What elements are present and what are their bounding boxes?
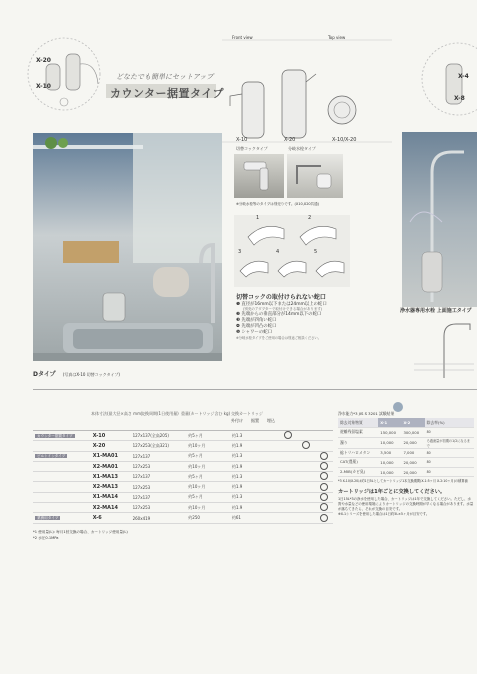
- ref-cell: 10,000: [378, 467, 401, 477]
- spec-table: [33, 431, 333, 524]
- spec-weight: 約1.3: [230, 451, 279, 461]
- label-x20: X-20: [36, 57, 51, 64]
- spec-size: 127x253: [131, 461, 187, 471]
- spec-category: 業務用タイプ: [37, 516, 59, 521]
- ref-table-row: [338, 467, 474, 477]
- ref-table-row: [338, 427, 474, 437]
- spec-mount-cell: [279, 503, 297, 513]
- spec-footnote-2: *2 水圧0.1MPa: [33, 535, 59, 540]
- spec-mount-cell: [297, 451, 315, 461]
- label-x10: X-10: [36, 83, 51, 90]
- spec-period: 約10ヶ月: [186, 461, 230, 471]
- spec-size: 127x137: [131, 492, 187, 502]
- ref-head-2: X-2: [401, 418, 424, 427]
- spec-mount-cell: [279, 482, 297, 492]
- spec-period: 約250: [186, 513, 230, 523]
- spec-table-row: [33, 461, 333, 471]
- spec-mount-cell: [315, 482, 333, 492]
- technical-drawings: [222, 34, 392, 146]
- spec-model: X2-MA13: [91, 482, 131, 492]
- ref-table-row: [338, 448, 474, 458]
- right-faucet-drawing: [414, 318, 474, 380]
- spec-weight: 約1.3: [230, 492, 279, 502]
- right-column-caption: 浄水器専用水栓 上面施工タイプ: [400, 308, 472, 314]
- available-mark-icon: [320, 452, 328, 460]
- drawing-model-1: X-10: [236, 137, 248, 143]
- spec-subheader-1: 外付け: [231, 417, 243, 423]
- ref-table-area: [338, 412, 474, 517]
- faucet-type-photo: [287, 154, 343, 198]
- spec-period: 約5ヶ月: [186, 492, 230, 502]
- spec-table-row: [33, 492, 333, 502]
- spec-mount-cell: [297, 431, 315, 441]
- spec-header-weight: 重量(カートリッジ含む kg): [181, 411, 231, 416]
- spec-category-cell: [33, 451, 91, 461]
- spec-mount-cell: [315, 513, 333, 523]
- spec-mount-cell: [279, 431, 297, 441]
- cartridge-callout: カートリッジは1年ごとに交換してください。: [338, 489, 446, 495]
- top-view-label: Top view: [328, 35, 346, 40]
- spec-model: X1-MA01: [91, 451, 131, 461]
- steps-item-2: ❷ 先端からの垂直部分が14mm以下の蛇口: [236, 312, 322, 318]
- available-mark-icon: [320, 503, 328, 511]
- available-mark-icon: [320, 493, 328, 501]
- ref-cell: 20,000: [401, 458, 424, 468]
- available-mark-icon: [320, 472, 328, 480]
- spec-mount-cell: [279, 441, 297, 451]
- spec-model: X-6: [91, 513, 131, 523]
- ref-table-title: 浄水能力*3 JIS S 3201 試験結果: [338, 411, 395, 416]
- ref-cell: 総トリハロメタン: [338, 448, 378, 458]
- available-mark-icon: [320, 514, 328, 522]
- ref-cell: 20,000: [401, 437, 424, 448]
- spec-category-cell: [33, 441, 91, 451]
- kitchen-caption-area: [33, 361, 222, 378]
- faucet-photo-note: ※分岐水栓等のタイプは別売りです。(X10,X20共通): [236, 202, 320, 206]
- spec-table-row: [33, 441, 333, 451]
- spec-weight: 約1.3: [230, 472, 279, 482]
- label-x4: X-4: [458, 73, 469, 80]
- spec-model: X-20: [91, 441, 131, 451]
- spec-table-row: [33, 482, 333, 492]
- spec-size: 127x253: [131, 503, 187, 513]
- drawing-model-3: X-10/X-20: [332, 137, 357, 143]
- spec-mount-cell: [279, 461, 297, 471]
- spec-size: 127x137: [131, 451, 187, 461]
- front-view-label: Front view: [232, 35, 253, 40]
- spec-mount-cell: [315, 451, 333, 461]
- ref-table-footnote: *3 X-10/X-20は約1日5Lとしてカートリッジ1本交換期間(X-1:5ヶ月 X-2:10ヶ月)の積算値: [338, 479, 468, 484]
- ref-table-row: [338, 437, 474, 448]
- ref-cell: 80: [425, 458, 474, 468]
- spec-header-period: 交換周期(1日使用量): [141, 411, 179, 416]
- spec-table-header: [33, 412, 333, 431]
- spec-footnote-1: *1 使用量(L): 毎月1回交換の場合、カートリッジ使用量(L): [33, 529, 128, 534]
- spec-category: ビルトインタイプ: [37, 454, 66, 459]
- drawing-model-2: X-20: [284, 137, 296, 143]
- spec-mount-cell: [315, 492, 333, 502]
- kitchen-photo: [33, 133, 222, 361]
- spec-mount-cell: [279, 472, 297, 482]
- spec-size: 260x419: [131, 513, 187, 523]
- section-divider: [33, 389, 477, 390]
- spec-period: 約10ヶ月: [186, 441, 230, 451]
- ref-table-row: [338, 458, 474, 468]
- spec-table-area: [33, 412, 333, 540]
- spec-weight: 約1.9: [230, 461, 279, 471]
- spec-weight: 約1.9: [230, 503, 279, 513]
- spec-category-cell: [33, 472, 91, 482]
- ref-cell: 10,000: [378, 437, 401, 448]
- spec-mount-cell: [315, 441, 333, 451]
- spec-size: 127x137(全高205): [131, 431, 187, 441]
- page-title: カウンター据置タイプ: [110, 87, 225, 100]
- steps-title: 切替コックの取付けられない蛇口: [236, 294, 326, 301]
- spec-category-cell: [33, 461, 91, 471]
- spec-weight: 約1.9: [230, 482, 279, 492]
- ref-cell: CAT(農薬): [338, 458, 378, 468]
- step-numbers: [236, 216, 346, 276]
- steps-item-1-sub: (別売のアダプターで取付けできる場合があります): [243, 307, 323, 312]
- ref-table: [338, 418, 474, 477]
- step-num-1: 1: [256, 215, 260, 221]
- ref-cell: 80: [425, 427, 474, 437]
- spec-size: 127x253: [131, 482, 187, 492]
- ref-cell: 80: [425, 467, 474, 477]
- spec-mount-cell: [279, 513, 297, 523]
- spec-size: 127x137: [131, 472, 187, 482]
- ref-head-3: 除去率(%): [425, 418, 474, 427]
- spec-category-cell: [33, 513, 91, 523]
- steps-list: [236, 302, 354, 341]
- right-faucet-photo: [402, 132, 477, 307]
- spec-subheader-3: 埋込: [267, 417, 275, 423]
- ref-cell: 150,000: [378, 427, 401, 437]
- ref-cell: 7,000: [401, 448, 424, 458]
- step-num-5: 5: [314, 249, 318, 255]
- spec-mount-cell: [297, 482, 315, 492]
- spec-model: X2-MA01: [91, 461, 131, 471]
- section-marker-icon: [393, 402, 403, 412]
- ref-cell: 20,000: [401, 467, 424, 477]
- ref-cell: 10,000: [378, 458, 401, 468]
- steps-item-4: ❹ 先端が凹凸の蛇口: [236, 324, 277, 330]
- spec-period: 約5ヶ月: [186, 451, 230, 461]
- available-mark-icon: [320, 462, 328, 470]
- spec-header-cartridge: 交換カートリッジ: [231, 411, 263, 416]
- step-num-3: 3: [238, 249, 242, 255]
- step-num-2: 2: [308, 215, 312, 221]
- spec-model: X1-MA13: [91, 472, 131, 482]
- ref-cell: 濁り: [338, 437, 378, 448]
- spec-mount-cell: [297, 513, 315, 523]
- spec-header-size: 本体寸法(最大径×高さ mm): [91, 411, 143, 416]
- kitchen-caption-sub: (写真はX-10 切替コックタイプ): [62, 372, 120, 377]
- spec-table-row: [33, 513, 333, 523]
- spec-model: X1-MA14: [91, 492, 131, 502]
- ref-cell: 300,000: [401, 427, 424, 437]
- spec-mount-cell: [297, 492, 315, 502]
- spec-weight: 約1.9: [230, 441, 279, 451]
- spec-mount-cell: [315, 503, 333, 513]
- available-mark-icon: [320, 483, 328, 491]
- spec-table-row: [33, 472, 333, 482]
- spec-mount-cell: [279, 492, 297, 502]
- cartridge-callout-body: 1日15L*3の浄水を使用した場合、カートリッジは1年で交換してください。ただし、水質や水量などの使用環境によりカートリッジの交換時期が早くなる場合があります。水量が落ちてきたら、それが交換の目安です。: [338, 497, 474, 511]
- spec-period: 約5ヶ月: [186, 431, 230, 441]
- spec-subheader-2: 据置: [251, 417, 259, 423]
- step-num-4: 4: [276, 249, 280, 255]
- spec-mount-cell: [297, 441, 315, 451]
- spec-size: 127x253(全高321): [131, 441, 187, 451]
- spec-weight: 約61: [230, 513, 279, 523]
- ref-cell: 3,500: [378, 448, 401, 458]
- available-mark-icon: [302, 441, 310, 449]
- spec-model: X-10: [91, 431, 131, 441]
- spec-period: 約5ヶ月: [186, 472, 230, 482]
- spec-table-row: [33, 431, 333, 441]
- spec-category-cell: [33, 503, 91, 513]
- spec-table-row: [33, 451, 333, 461]
- cock-type-label: 切替コックタイプ: [236, 146, 268, 151]
- steps-item-1: ❶ 直径が16mm以下または24mm以上の蛇口: [236, 302, 327, 307]
- spec-mount-cell: [297, 461, 315, 471]
- spec-mount-cell: [297, 472, 315, 482]
- cartridge-callout-note: ※X-1シリーズを使用した場合は1日約5L×5ヶ月が目安です。: [338, 512, 430, 517]
- spec-mount-cell: [279, 451, 297, 461]
- spec-category-cell: [33, 482, 91, 492]
- spec-mount-cell: [315, 431, 333, 441]
- tagline: どなたでも簡単にセットアップ: [116, 73, 214, 81]
- spec-header-cartridge-group: [231, 412, 291, 430]
- available-mark-icon: [284, 431, 292, 439]
- cock-type-photo: [234, 154, 284, 198]
- filter-sketch-left: [16, 34, 116, 124]
- spec-weight: 約1.3: [230, 431, 279, 441]
- spec-category: カウンター据置タイプ: [37, 433, 73, 438]
- ref-head-1: X-1: [378, 418, 401, 427]
- spec-model: X2-MA14: [91, 503, 131, 513]
- ref-cell: ろ過流量が初期の1/2になるまで: [425, 437, 474, 448]
- spec-period: 約10ヶ月: [186, 482, 230, 492]
- spec-period: 約10ヶ月: [186, 503, 230, 513]
- steps-note: ※分岐水栓タイプをご使用の場合は別途ご相談ください。: [236, 336, 322, 341]
- spec-category-cell: [33, 492, 91, 502]
- spec-table-row: [33, 503, 333, 513]
- steps-item-3: ❸ 先端が四角い蛇口: [236, 318, 277, 324]
- spec-category-cell: [33, 431, 91, 441]
- faucet-type-label: 分岐水栓タイプ: [288, 146, 316, 151]
- spec-mount-cell: [297, 503, 315, 513]
- ref-head-0: 除去対象物質: [338, 418, 378, 427]
- kitchen-caption: Dタイプ: [33, 371, 56, 378]
- label-x8: X-8: [454, 95, 465, 102]
- ref-cell: 遊離残留塩素: [338, 427, 378, 437]
- spec-mount-cell: [315, 472, 333, 482]
- steps-item-5: ❺ シャワーの蛇口: [236, 330, 272, 336]
- spec-mount-cell: [315, 461, 333, 471]
- ref-cell: 80: [425, 448, 474, 458]
- ref-cell: 2-MIB(カビ臭): [338, 467, 378, 477]
